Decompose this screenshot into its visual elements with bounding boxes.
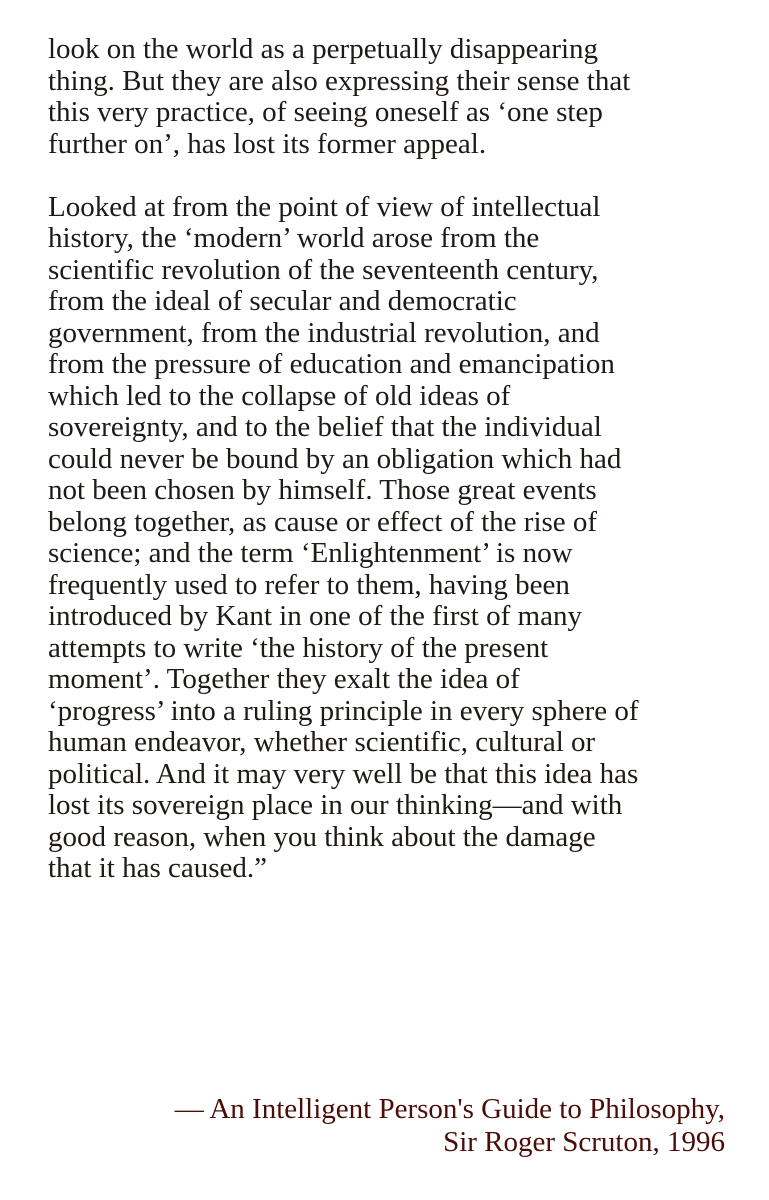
text-line: attempts to write ‘the history of the present bbox=[48, 631, 549, 664]
text-line: look on the world as a perpetually disappearing bbox=[48, 33, 599, 65]
text-line: this very practice, of seeing oneself as ‘one step bbox=[48, 96, 603, 128]
text-line: thing. But they are also expressing their sense that bbox=[48, 64, 631, 97]
text-line: from the ideal of secular and democratic bbox=[48, 285, 517, 317]
text-line: belong together, as cause or effect of the rise of bbox=[48, 505, 598, 538]
text-line: that it has caused.” bbox=[48, 852, 268, 884]
text-line: which led to the collapse of old ideas of bbox=[48, 379, 511, 412]
quote-body bbox=[48, 34, 725, 885]
text-line: political. And it may very well be that this idea has bbox=[48, 757, 639, 790]
quote-paragraph bbox=[48, 34, 725, 160]
text-line: science; and the term ‘Enlightenment’ is now bbox=[48, 537, 573, 569]
text-line: sovereignty, and to the belief that the individual bbox=[48, 411, 602, 443]
text-line: from the pressure of education and emancipation bbox=[48, 348, 615, 380]
text-line: history, the ‘modern’ world arose from the bbox=[48, 222, 540, 254]
text-line: frequently used to refer to them, having been bbox=[48, 568, 570, 601]
text-line: government, from the industrial revolution, and bbox=[48, 316, 600, 349]
attribution-author: Sir Roger Scruton, 1996 bbox=[443, 1126, 725, 1158]
text-line: Looked at from the point of view of intellectual bbox=[48, 190, 601, 223]
text-line: could never be bound by an obligation which had bbox=[48, 442, 622, 475]
text-line: human endeavor, whether scientific, cultural or bbox=[48, 726, 596, 758]
quote-paragraph bbox=[48, 192, 725, 885]
text-line: further on’, has lost its former appeal. bbox=[48, 127, 487, 160]
text-line: introduced by Kant in one of the first of many bbox=[48, 600, 582, 632]
text-line: scientific revolution of the seventeenth century, bbox=[48, 253, 599, 286]
text-line: moment’. Together they exalt the idea of bbox=[48, 663, 520, 695]
attribution bbox=[175, 1093, 725, 1159]
attribution-source: — An Intelligent Person's Guide to Philosophy, bbox=[174, 1093, 725, 1125]
text-line: lost its sovereign place in our thinking—and with bbox=[48, 789, 623, 821]
text-line: good reason, when you think about the damage bbox=[48, 820, 596, 853]
text-line: ‘progress’ into a ruling principle in every sphere of bbox=[48, 694, 639, 727]
text-line: not been chosen by himself. Those great events bbox=[48, 474, 597, 506]
